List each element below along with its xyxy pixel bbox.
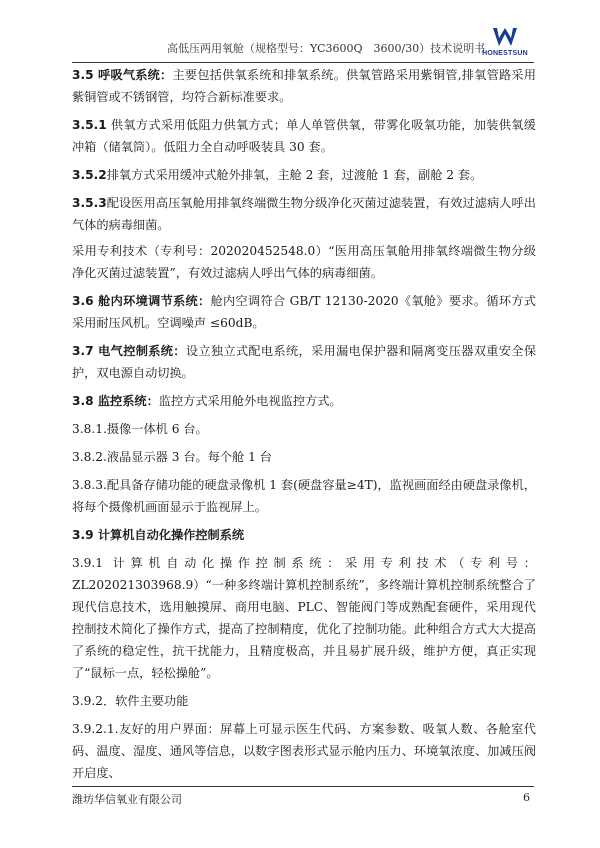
- section-3-9: 3.9 计算机自动化操作控制系统: [72, 528, 245, 542]
- page-footer: [72, 786, 534, 809]
- item-3-9-2-1: 3.9.2.1.友好的用户界面：屏幕上可显示医生代码、方案参数、吸氧人数、各舱室代码、温度、湿度、通风等信息，以数字图表形式显示舱内压力、环境氧浓度、加减压阀开启度、: [72, 722, 536, 780]
- page-number: 6: [523, 791, 530, 804]
- section-3-8: 3.8 监控系统：监控方式采用舱外电视监控方式。: [72, 394, 342, 408]
- logo-text: HONESTSUN: [482, 50, 528, 57]
- item-3-8-1: 3.8.1.摄像一体机 6 台。: [72, 422, 208, 436]
- item-3-8-2: 3.8.2.液晶显示器 3 台。每个舱 1 台: [72, 450, 272, 464]
- item-3-9-1: 3.9.1 计算机自动化操作控制系统：采用专利技术（专利号：ZL202021303968.9）“一种多终端计算机控制系统”，多终端计算机控制系统整合了现代信息技术，选用触摸屏、商用电脑、PLC、智能阀门等成熟配套硬件，采用现代控制技术简化了操作方式，提高了控制精度，优化了控制功能。此种组合方式大大提高了系统的稳定性，抗干扰能力，且精度极高，并且易扩展升级，维护方便，真正实现了“鼠标一点，轻松操舱”。: [72, 556, 536, 680]
- section-3-5-2: 3.5.2排氧方式采用缓冲式舱外排氧，主舱 2 套，过渡舱 1 套，副舱 2 套。: [72, 168, 483, 182]
- document-body: [72, 64, 536, 790]
- header-title: 高低压两用氧舱（规格型号：YC3600Q 3600/30）技术说明书: [167, 42, 486, 55]
- company-logo: [476, 26, 534, 60]
- section-3-7: 3.7 电气控制系统：设立独立式配电系统，采用漏电保护器和隔离变压器双重安全保护，双电源自动切换。: [72, 344, 537, 380]
- item-3-9-2: 3.9.2．软件主要功能: [72, 694, 189, 708]
- item-3-8-3: 3.8.3.配具备存储功能的硬盘录像机 1 套(硬盘容量≥4T)，监视画面经由硬盘录像机，将每个摄像机画面显示于监视屏上。: [72, 478, 536, 514]
- section-3-5-3: 3.5.3配设医用高压氧舱用排氧终端微生物分级净化灭菌过滤装置，有效过滤病人呼出气体的病毒细菌。: [72, 196, 536, 232]
- section-3-6: 3.6 舱内环境调节系统：舱内空调符合 GB/T 12130-2020《氧舱》要求。循环方式采用耐压风机。空调噪声 ≤60dB。: [72, 294, 536, 330]
- section-3-5: 3.5 呼吸气系统：主要包括供氧系统和排氧系统。供氧管路采用紫铜管,排氧管路采用紫铜管或不锈钢管，均符合新标准要求。: [72, 68, 536, 104]
- page-header: [72, 30, 534, 63]
- section-3-5-1: 3.5.1 供氧方式采用低阻力供氧方式；单人单管供氧，带雾化吸氧功能，加装供氧缓冲箱（储氧筒）。低阻力全自动呼吸装具 30 套。: [72, 118, 536, 154]
- footer-company: 潍坊华信氧业有限公司: [72, 793, 182, 806]
- logo-mark-icon: [492, 26, 518, 48]
- patent-paragraph-exhaust: 采用专利技术（专利号：202020452548.0）“医用高压氧舱用排氧终端微生物分级净化灭菌过滤装置”，有效过滤病人呼出气体的病毒细菌。: [72, 244, 536, 280]
